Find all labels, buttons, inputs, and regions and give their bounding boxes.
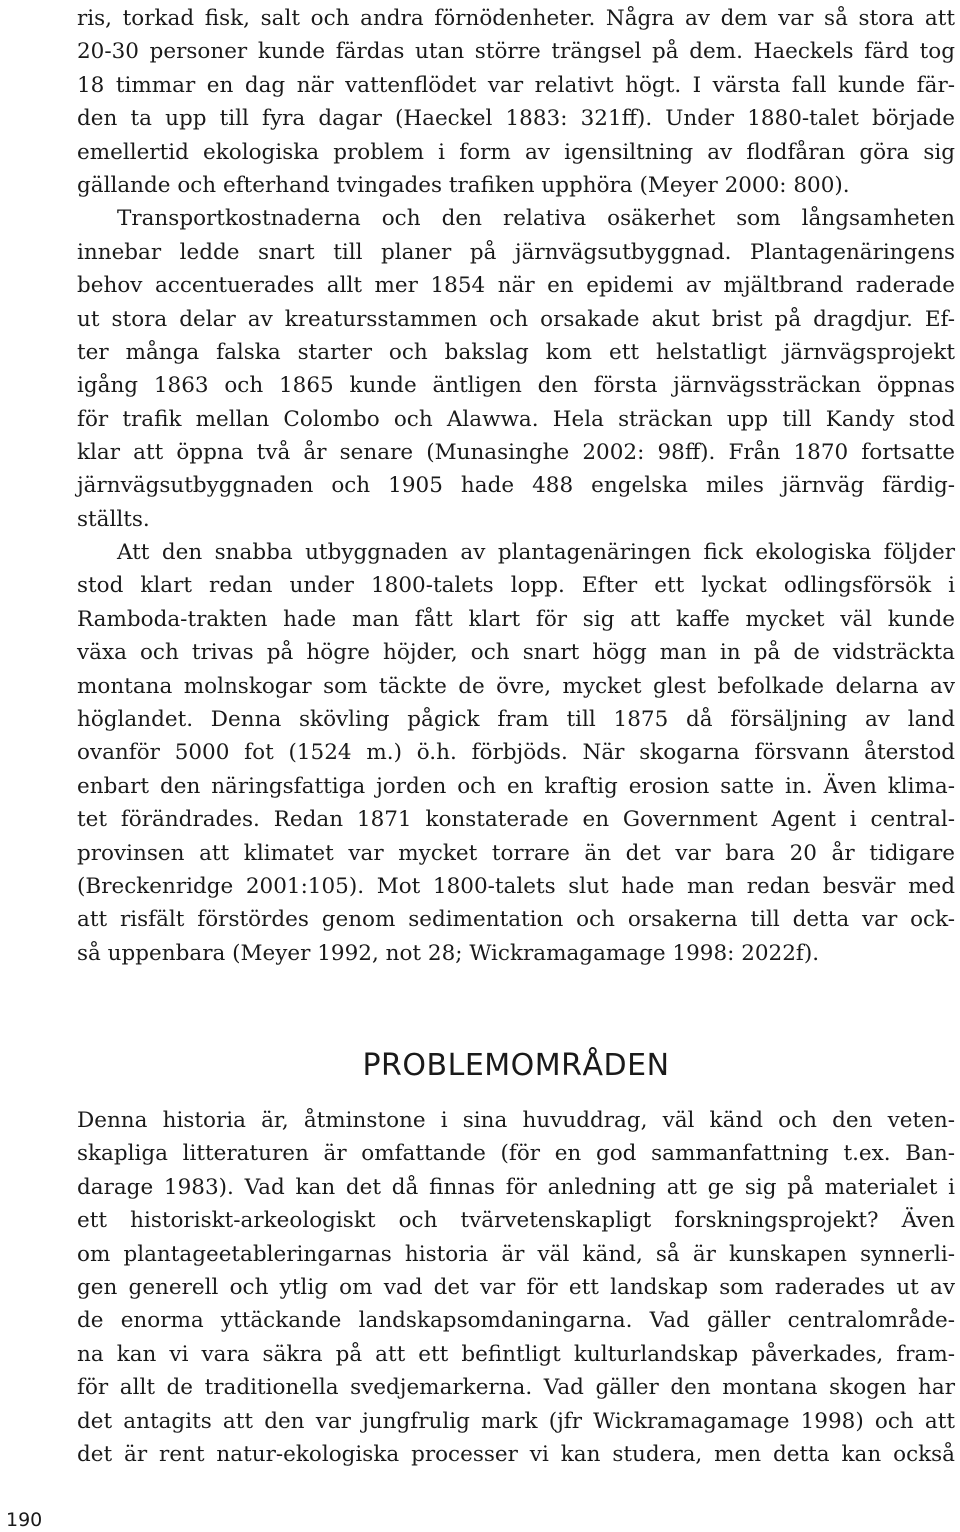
text-line: 20-30 personer kunde färdas utan större trängsel på dem. Haeckels färd tog [77, 39, 955, 65]
text-line: järnvägsutbyggnaden och 1905 hade 488 engelska miles järnväg färdig- [77, 473, 955, 499]
text-line: ut stora delar av kreatursstammen och orsakade akut brist på dragdjur. Ef- [77, 306, 955, 332]
text-line: Ramboda-trakten hade man fått klart för sig att kaffe mycket väl kunde [77, 606, 955, 632]
text-line: ris, torkad fisk, salt och andra förnödenheter. Några av dem var så stora att [77, 6, 955, 31]
text-line: det är rent natur-ekologiska processer vi kan studera, men detta kan också [77, 1441, 955, 1467]
text-line: den ta upp till fyra dagar (Haeckel 1883: 321ff). Under 1880-talet började [77, 106, 955, 132]
page-number: 190 [6, 1509, 43, 1531]
text-line: för trafik mellan Colombo och Alawwa. Hela sträckan upp till Kandy stod [77, 406, 955, 432]
text-line: na kan vi vara säkra på att ett befintligt kulturlandskap påverkades, fram- [77, 1341, 955, 1367]
text-line: för allt de traditionella svedjemarkerna. Vad gäller den montana skogen har [77, 1375, 955, 1401]
paragraph-block-2 [77, 536, 955, 970]
text-line: emellertid ekologiska problem i form av igensiltning av flodfåran göra sig [77, 139, 955, 165]
text-line: Att den snabba utbyggnaden av plantagenäringen fick ekologiska följder [117, 540, 955, 565]
text-line: darage 1983). Vad kan det då finnas för anledning att ge sig på materialet i [77, 1174, 955, 1200]
text-line: tet förändrades. Redan 1871 konstaterade en Government Agent i central- [77, 807, 955, 833]
text-line: ett historiskt-arkeologiskt och tvärvetenskapligt forskningsprojekt? Även [77, 1208, 955, 1234]
text-line: (Breckenridge 2001:105). Mot 1800-talets slut hade man redan besvär med [77, 873, 955, 899]
text-line: höglandet. Denna skövling pågick fram till 1875 då försäljning av land [77, 706, 955, 732]
text-line: 18 timmar en dag när vattenflödet var relativt högt. I värsta fall kunde fär- [77, 72, 955, 98]
paragraph-block-1 [77, 2, 955, 536]
text-line: så uppenbara (Meyer 1992, not 28; Wickramagamage 1998: 2022f). [77, 940, 820, 966]
text-line: provinsen att klimatet var mycket torrare än det var bara 20 år tidigare [77, 840, 955, 866]
text-line: Denna historia är, åtminstone i sina huvuddrag, väl känd och den veten- [77, 1108, 955, 1133]
text-line: enbart den näringsfattiga jorden och en kraftig erosion satte in. Även klima- [77, 773, 955, 799]
text-line: Transportkostnaderna och den relativa osäkerhet som långsamheten [117, 206, 955, 232]
section-heading: PROBLEMOMRÅDEN [362, 1048, 670, 1083]
text-line: om plantageetableringarnas historia är väl känd, så är kunskapen synnerli- [77, 1241, 955, 1267]
text-line: gen generell och ytlig om vad det var för ett landskap som raderades ut av [77, 1274, 955, 1300]
text-line: växa och trivas på högre höjder, och snart högg man in på de vidsträckta [77, 640, 955, 666]
text-line: skapliga litteraturen är omfattande (för en god sammanfattning t.ex. Ban- [77, 1141, 955, 1167]
text-line: ter många falska starter och bakslag kom ett helstatligt järnvägsprojekt [77, 339, 955, 365]
text-line: de enorma yttäckande landskapsomdaningarna. Vad gäller centralområde- [77, 1308, 955, 1334]
text-line: igång 1863 och 1865 kunde äntligen den första järnvägssträckan öppnas [77, 373, 955, 399]
text-line: stod klart redan under 1800-talets lopp. Efter ett lyckat odlingsförsök i [77, 573, 955, 599]
text-line: ovanför 5000 fot (1524 m.) ö.h. förbjöds. När skogarna försvann återstod [77, 740, 955, 766]
paragraph-block-3 [77, 1104, 955, 1471]
text-line: behov accentuerades allt mer 1854 när en epidemi av mjältbrand raderade [77, 273, 955, 299]
text-line: ställts. [77, 506, 150, 532]
text-line: att risfält förstördes genom sedimentation och orsakerna till detta var ock- [77, 907, 955, 933]
text-line: montana molnskogar som täckte de övre, mycket glest befolkade delarna av [77, 673, 955, 699]
text-line: gällande och efterhand tvingades trafiken upphöra (Meyer 2000: 800). [77, 172, 850, 198]
text-line: det antagits att den var jungfrulig mark (jfr Wickramagamage 1998) och att [77, 1408, 955, 1434]
text-line: innebar ledde snart till planer på järnvägsutbyggnad. Plantagenäringens [77, 239, 955, 265]
text-line: klar att öppna två år senare (Munasinghe 2002: 98ff). Från 1870 fortsatte [77, 440, 955, 466]
